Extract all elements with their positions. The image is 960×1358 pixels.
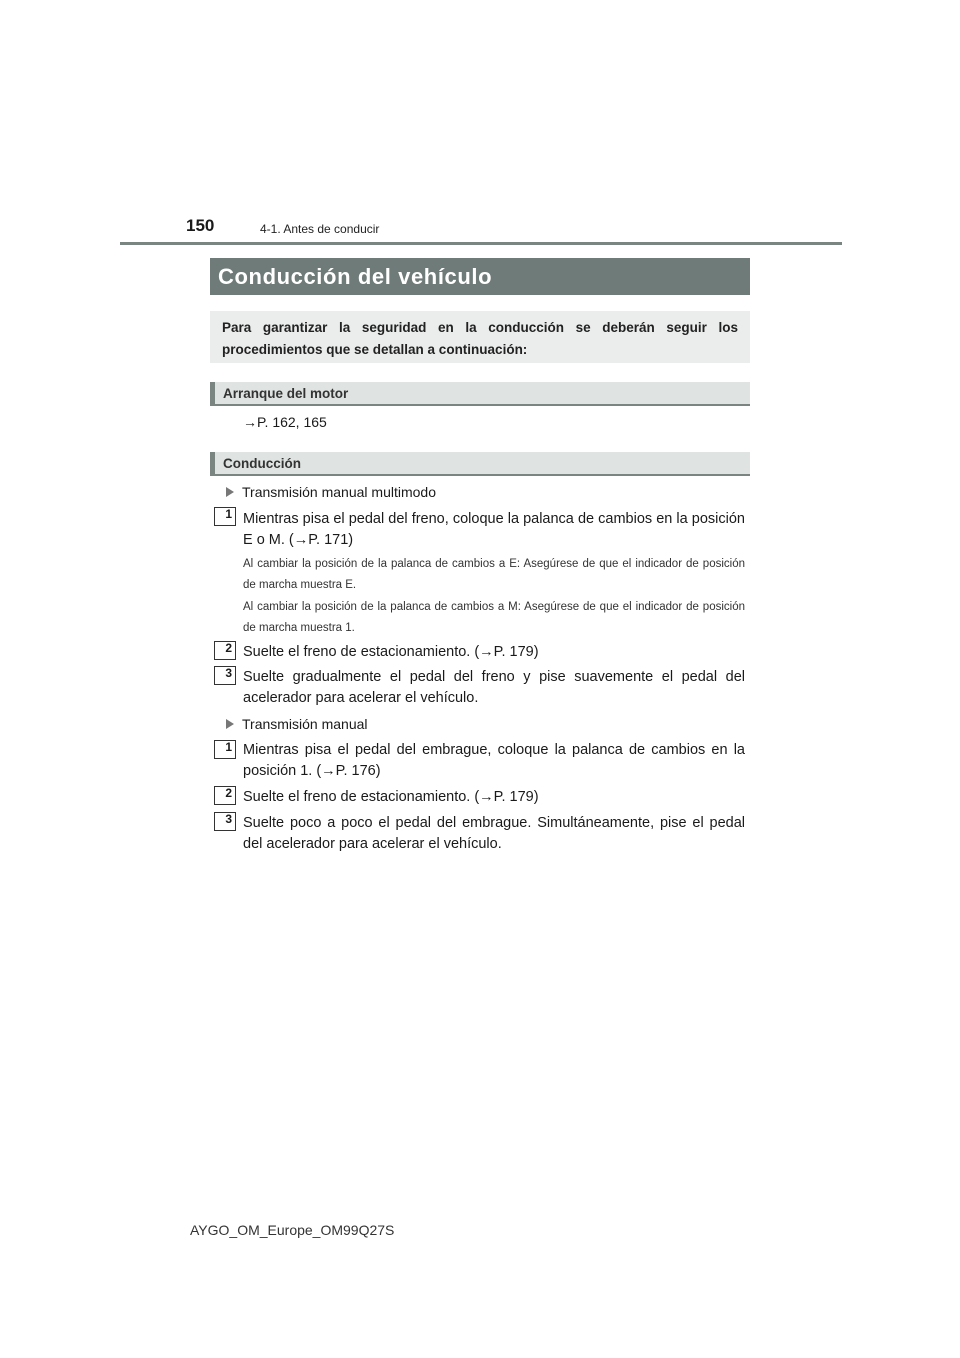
step-number-box: 1	[214, 507, 236, 526]
heading-driving: Conducción	[210, 452, 750, 476]
engine-start-reference: →P. 162, 165	[243, 414, 327, 430]
manual-step-2: Suelte el freno de estacionamiento. (→P. 179)	[243, 789, 539, 805]
multimode-step-1: Mientras pisa el pedal del freno, coloque la palanca de cambios en la posición E o M. (→P. 171)	[243, 511, 745, 548]
manual-step-3: Suelte poco a poco el pedal del embrague. Simultáneamente, pise el pedal del acelerador para acelerar el vehículo.	[243, 815, 745, 852]
header-rule	[120, 242, 842, 245]
step-number-box: 3	[214, 666, 236, 685]
step-number-box: 2	[214, 641, 236, 660]
manual-title	[226, 716, 368, 732]
step-number-box: 1	[214, 740, 236, 759]
section-label: 4-1. Antes de conducir	[260, 222, 380, 236]
manual-step-1: Mientras pisa el pedal del embrague, coloque la palanca de cambios en la posición 1. (→P. 176)	[243, 742, 745, 779]
step-number-box: 2	[214, 786, 236, 805]
multimode-title	[226, 484, 436, 500]
multimode-step-2: Suelte el freno de estacionamiento. (→P. 179)	[243, 644, 539, 660]
multimode-step-3: Suelte gradualmente el pedal del freno y pise suavemente el pedal del acelerador para acelerar el vehículo.	[243, 669, 745, 706]
multimode-title-text: Transmisión manual multimodo	[242, 484, 436, 500]
page-title: Conducción del vehículo	[218, 263, 493, 289]
triangle-bullet-icon	[226, 719, 234, 729]
heading-engine-start: Arranque del motor	[210, 382, 750, 406]
step-number-box: 3	[214, 812, 236, 831]
page-number: 150	[186, 216, 215, 235]
multimode-note-2: Al cambiar la posición de la palanca de cambios a M: Asegúrese de que el indicador de posición de marcha muestra 1.	[243, 601, 745, 634]
page-title-bar	[210, 258, 750, 295]
footer-code: AYGO_OM_Europe_OM99Q27S	[190, 1222, 395, 1238]
triangle-bullet-icon	[226, 487, 234, 497]
intro-box: Para garantizar la seguridad en la conducción se deberán seguir los procedimientos que se detallan a continuación:	[210, 311, 750, 363]
manual-title-text: Transmisión manual	[242, 716, 368, 732]
multimode-note-1: Al cambiar la posición de la palanca de cambios a E: Asegúrese de que el indicador de posición de marcha muestra E.	[243, 558, 745, 591]
